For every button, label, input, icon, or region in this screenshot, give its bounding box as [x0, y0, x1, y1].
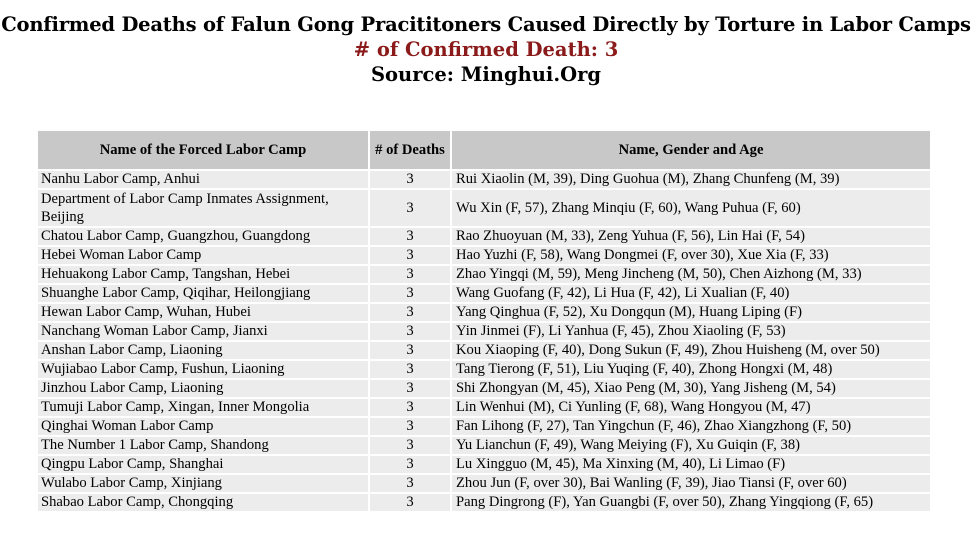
table-row — [38, 361, 930, 378]
table-row — [38, 247, 930, 264]
camp-cell: Hebei Woman Labor Camp — [38, 247, 368, 264]
deaths-cell: 3 — [370, 342, 450, 359]
camp-cell: Anshan Labor Camp, Liaoning — [38, 342, 368, 359]
deaths-cell: 3 — [370, 380, 450, 397]
source-line: Source: Minghui.Org — [370, 63, 602, 86]
table-row — [38, 304, 930, 321]
camp-cell: Department of Labor Camp Inmates Assignment, Beijing — [38, 190, 368, 226]
deaths-cell: 3 — [370, 323, 450, 340]
camp-cell: The Number 1 Labor Camp, Shandong — [38, 437, 368, 454]
table-row — [38, 228, 930, 245]
victims-cell: Kou Xiaoping (F, 40), Dong Sukun (F, 49), Zhou Huisheng (M, over 50) — [452, 342, 930, 359]
table-row — [38, 380, 930, 397]
deaths-cell: 3 — [370, 475, 450, 492]
deaths-cell: 3 — [370, 399, 450, 416]
table-row — [38, 266, 930, 283]
camp-cell: Qingpu Labor Camp, Shanghai — [38, 456, 368, 473]
deaths-cell: 3 — [370, 456, 450, 473]
deaths-cell: 3 — [370, 190, 450, 226]
camp-cell: Nanhu Labor Camp, Anhui — [38, 171, 368, 188]
victims-cell: Yu Lianchun (F, 49), Wang Meiying (F), Xu Guiqin (F, 38) — [452, 437, 930, 454]
victims-cell: Zhou Jun (F, over 30), Bai Wanling (F, 39), Jiao Tiansi (F, over 60) — [452, 475, 930, 492]
victims-cell: Pang Dingrong (F), Yan Guangbi (F, over 50), Zhang Yingqiong (F, 65) — [452, 494, 930, 511]
column-header-camp: Name of the Forced Labor Camp — [38, 131, 368, 169]
table-row — [38, 342, 930, 359]
victims-cell: Rao Zhuoyuan (M, 33), Zeng Yuhua (F, 56), Lin Hai (F, 54) — [452, 228, 930, 245]
document-header — [0, 0, 972, 88]
victims-cell: Fan Lihong (F, 27), Tan Yingchun (F, 46), Zhao Xiangzhong (F, 50) — [452, 418, 930, 435]
victims-cell: Wu Xin (F, 57), Zhang Minqiu (F, 60), Wang Puhua (F, 60) — [452, 190, 930, 226]
table-row — [38, 437, 930, 454]
camp-cell: Qinghai Woman Labor Camp — [38, 418, 368, 435]
victims-cell: Lin Wenhui (M), Ci Yunling (F, 68), Wang Hongyou (M, 47) — [452, 399, 930, 416]
camp-cell: Shabao Labor Camp, Chongqing — [38, 494, 368, 511]
camp-cell: Nanchang Woman Labor Camp, Jianxi — [38, 323, 368, 340]
victims-cell: Rui Xiaolin (M, 39), Ding Guohua (M), Zhang Chunfeng (M, 39) — [452, 171, 930, 188]
deaths-cell: 3 — [370, 361, 450, 378]
victims-cell: Zhao Yingqi (M, 59), Meng Jincheng (M, 50), Chen Aizhong (M, 33) — [452, 266, 930, 283]
deaths-cell: 3 — [370, 304, 450, 321]
column-header-deaths: # of Deaths — [370, 131, 450, 169]
table-row — [38, 418, 930, 435]
document-title: Confirmed Deaths of Falun Gong Pracititoners Caused Directly by Torture in Labor Camps — [1, 13, 971, 36]
column-header-victims: Name, Gender and Age — [452, 131, 930, 169]
victims-cell: Lu Xingguo (M, 45), Ma Xinxing (M, 40), Li Limao (F) — [452, 456, 930, 473]
table-header — [38, 131, 930, 169]
victims-cell: Hao Yuzhi (F, 58), Wang Dongmei (F, over 30), Xue Xia (F, 33) — [452, 247, 930, 264]
camp-cell: Wulabo Labor Camp, Xinjiang — [38, 475, 368, 492]
victims-cell: Wang Guofang (F, 42), Li Hua (F, 42), Li Xualian (F, 40) — [452, 285, 930, 302]
table-row — [38, 190, 930, 226]
deaths-cell: 3 — [370, 285, 450, 302]
table-header-row — [38, 131, 930, 169]
camp-cell: Jinzhou Labor Camp, Liaoning — [38, 380, 368, 397]
table-row — [38, 399, 930, 416]
camp-cell: Wujiabao Labor Camp, Fushun, Liaoning — [38, 361, 368, 378]
victims-cell: Shi Zhongyan (M, 45), Xiao Peng (M, 30), Yang Jisheng (M, 54) — [452, 380, 930, 397]
victims-cell: Tang Tierong (F, 51), Liu Yuqing (F, 40), Zhong Hongxi (M, 48) — [452, 361, 930, 378]
deaths-cell: 3 — [370, 494, 450, 511]
table-row — [38, 494, 930, 511]
deaths-cell: 3 — [370, 266, 450, 283]
deaths-cell: 3 — [370, 247, 450, 264]
table-row — [38, 323, 930, 340]
camp-cell: Tumuji Labor Camp, Xingan, Inner Mongolia — [38, 399, 368, 416]
camp-cell: Chatou Labor Camp, Guangzhou, Guangdong — [38, 228, 368, 245]
camp-cell: Hehuakong Labor Camp, Tangshan, Hebei — [38, 266, 368, 283]
victims-cell: Yin Jinmei (F), Li Yanhua (F, 45), Zhou Xiaoling (F, 53) — [452, 323, 930, 340]
camp-cell: Shuanghe Labor Camp, Qiqihar, Heilongjiang — [38, 285, 368, 302]
labor-camp-deaths-table — [36, 129, 932, 513]
deaths-cell: 3 — [370, 418, 450, 435]
table-row — [38, 285, 930, 302]
deaths-cell: 3 — [370, 228, 450, 245]
table-row — [38, 171, 930, 188]
death-count-subtitle: # of Confirmed Death: 3 — [353, 38, 619, 61]
table-body — [38, 171, 930, 511]
victims-cell: Yang Qinghua (F, 52), Xu Dongqun (M), Huang Liping (F) — [452, 304, 930, 321]
table-row — [38, 475, 930, 492]
deaths-cell: 3 — [370, 171, 450, 188]
table-row — [38, 456, 930, 473]
deaths-cell: 3 — [370, 437, 450, 454]
camp-cell: Hewan Labor Camp, Wuhan, Hubei — [38, 304, 368, 321]
